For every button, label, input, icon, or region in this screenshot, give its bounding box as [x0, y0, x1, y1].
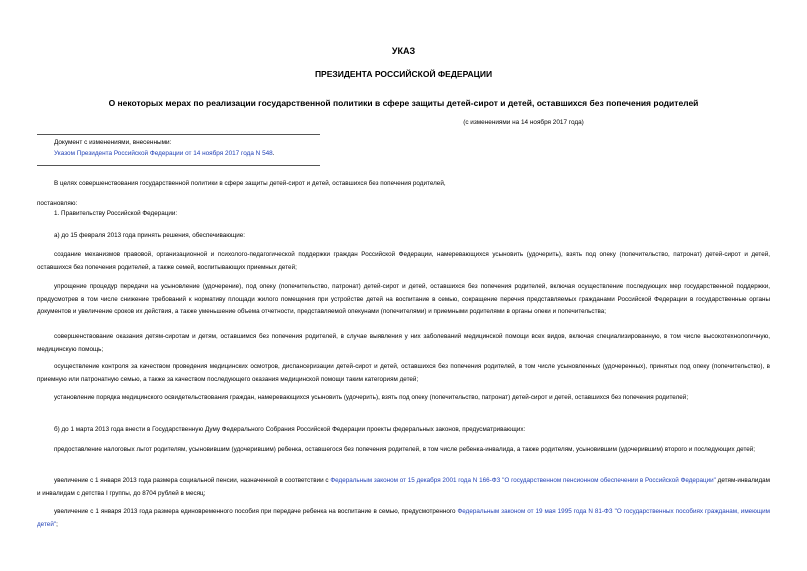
- amend-note: (с изменениями на 14 ноября 2017 года): [463, 119, 584, 126]
- doc-heading: О некоторых мерах по реализации государственной политики в сфере защиты детей-сирот и детей, оставшихся без попечения родителей: [108, 98, 699, 108]
- doc-title: УКАЗ: [391, 46, 416, 56]
- paragraph-4: осуществление контроля за качеством проведения медицинских осмотров, диспансеризации детей-сирот и детей, оставшихся без попечения родителей, в том числе усыновленных (удочеренных), принятых под опеку (попечительство), в приемную или патронатную семью, а также за качеством последующего оказания медицинской помощи таким категориям детей;: [37, 363, 770, 383]
- paragraph-6: предоставление налоговых льгот родителям, усыновившим (удочерившим) ребенка, оставшегося без попечения родителей, в том числе ребенка-инвалида, а также родителям, усыновившим (удочерившим) второго и последующих детей;: [54, 446, 756, 453]
- changes-link-line: [54, 148, 275, 159]
- item-a: а) до 15 февраля 2013 года принять решения, обеспечивающие:: [54, 232, 246, 239]
- paragraph-8-tail: ;: [56, 520, 58, 528]
- changes-intro: Документ с изменениями, внесенными:: [54, 139, 172, 146]
- paragraph-7-tail: детям-инвалидам и инвалидам с детства I группы, до 8704 рублей в месяц;: [37, 477, 770, 497]
- paragraph-5: установление порядка медицинского освидетельствования граждан, намеревающихся усыновить (удочерить), взять под опеку (попечительство, патронат) детей-сирот и детей, оставшихся без попечения родителей;: [54, 394, 689, 401]
- pension-law-link[interactable]: Федеральным законом от 15 декабря 2001 года N 166-ФЗ "О государственном пенсионном обеспечении в Российской Федерации": [330, 477, 716, 484]
- changes-link[interactable]: Указом Президента Российской Федерации от 14 ноября 2017 года N 548: [54, 150, 273, 157]
- item-1: 1. Правительству Российской Федерации:: [54, 210, 178, 217]
- paragraph-7-text: увеличение с 1 января 2013 года размера социальной пенсии, назначенной в соответствии с: [54, 477, 331, 484]
- paragraph-8-text: увеличение с 1 января 2013 года размера единовременного пособия при передаче ребенка на воспитание в семью, предусмотренного: [54, 508, 458, 515]
- paragraph-7: [37, 475, 770, 500]
- item-b: б) до 1 марта 2013 года внести в Государственную Думу Федерального Собрания Российской Федерации проекты федеральных законов, предусматривающих:: [54, 426, 526, 433]
- paragraph-2: упрощение процедур передачи на усыновление (удочерение), под опеку (попечительство, патронат) детей-сирот и детей, оставшихся без попечения родителей, включая осуществление последующих мер государственной поддержки, предусмотрев в том числе снижение требований к нормативу площади жилого помещения при устройстве детей на воспитание в семью, сокращение перечня представляемых гражданами Российской Федерации в государственные органы документов и увеличение сроков их действия, а также уменьшение объема отчетности, представляемой опекунами (попечителями) и приемными родителями в органы опеки и попечительства;: [37, 283, 770, 315]
- paragraph-8: [37, 506, 770, 531]
- paragraph-1: создание механизмов правовой, организационной и психолого-педагогической поддержки граждан Российской Федерации, намеревающихся усыновить (удочерить), взять под опеку (попечительство, патронат) детей-сирот и детей, оставшихся без попечения родителей, а также семей, воспитывающих приемных детей;: [37, 251, 770, 271]
- top-divider: [37, 134, 320, 135]
- bottom-divider: [37, 165, 320, 166]
- benefits-law-link[interactable]: Федеральным законом от 19 мая 1995 года N 81-ФЗ "О государственных пособиях гражданам, имеющим детей": [37, 508, 770, 528]
- resolve: постановляю:: [37, 200, 78, 207]
- preamble: В целях совершенствования государственной политики в сфере защиты детей-сирот и детей, оставшихся без попечения родителей,: [54, 180, 446, 187]
- changes-link-tail: .: [272, 150, 275, 157]
- paragraph-3: совершенствование оказания детям-сиротам и детям, оставшимся без попечения родителей, в случае выявления у них заболеваний медицинской помощи всех видов, включая специализированную, в том числе высокотехнологичную, медицинскую помощь;: [37, 333, 770, 353]
- doc-issuer: ПРЕЗИДЕНТА РОССИЙСКОЙ ФЕДЕРАЦИИ: [314, 69, 493, 79]
